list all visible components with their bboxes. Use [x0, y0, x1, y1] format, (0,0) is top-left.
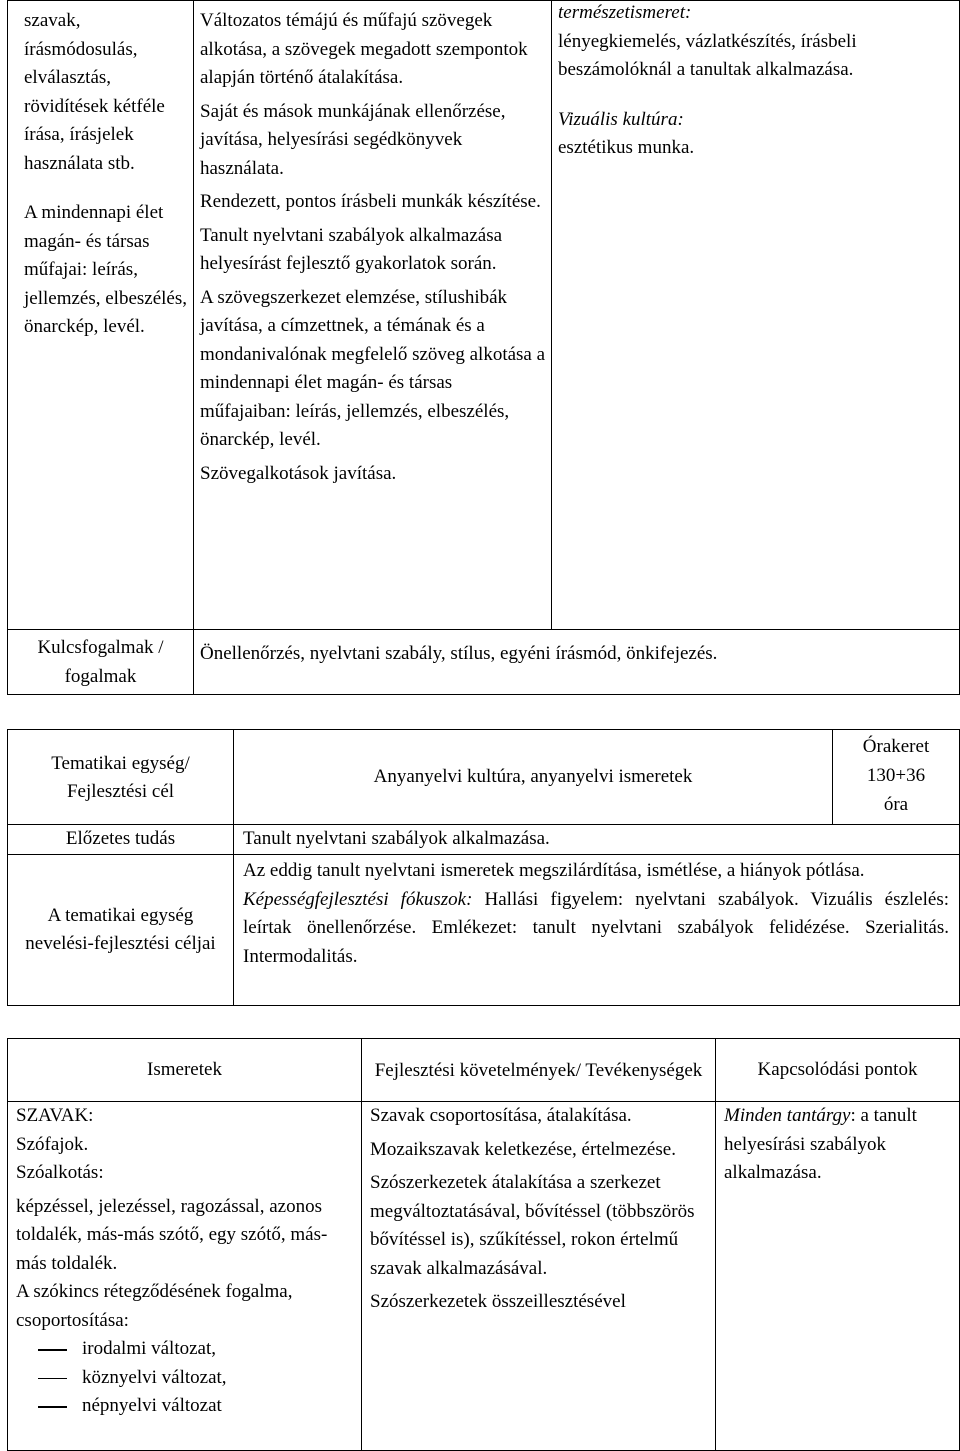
key-concepts-label: Kulcsfogalmak / fogalmak [8, 630, 194, 695]
key-concepts-value: Önellenőrzés, nyelvtani szabály, stílus, egyéni írásmód, önkifejezés. [194, 630, 960, 695]
connection-text-2: esztétikus munka. [558, 137, 695, 158]
hours-cell [833, 730, 960, 825]
topic-text-2: A mindennapi élet magán- és társas műfajai: leírás, jellemzés, elbeszélés, önarckép, levél. [24, 202, 188, 337]
connections-list-cell [716, 1102, 960, 1451]
goals-label: A tematikai egység nevelési-fejlesztési céljai [8, 855, 234, 1006]
prior-knowledge-value: Tanult nyelvtani szabályok alkalmazása. [234, 825, 960, 855]
knowledge-item-4: A szókincs rétegződésének fogalma, csoportosítása: [16, 1281, 293, 1331]
list-item: köznyelvi változat, [16, 1364, 357, 1393]
goals-focus-label: Képességfejlesztési fókuszok: [243, 888, 473, 910]
topic-text-1: szavak, írásmódosulás, elválasztás, rövidítések kétféle írása, írásjelek használata stb. [24, 10, 165, 174]
topic-cell [8, 1, 194, 630]
list-item: népnyelvi változat [16, 1392, 357, 1421]
connection-text-1: lényegkiemelés, vázlatkészítés, írásbeli beszámolóknál a tanultak alkalmazása. [558, 30, 857, 80]
req-item-3: Szószerkezetek átalakítása a szerkezet megváltoztatásával, bővítéssel (többszörös bővítéssel is), szűkítéssel, rokon értelmű szavak alkalmazásával. [370, 1172, 695, 1279]
goals-focus-text: Hallási figyelem: nyelvtani szabályok. Vizuális észlelés: leírtak önellenőrzése. Emlékezet: tanult nyelvtani szabályok felidézése. Szerialitás. Intermodalitás. [243, 888, 950, 967]
knowledge-heading: SZAVAK: [16, 1105, 94, 1126]
curriculum-table-top [7, 0, 960, 695]
requirement-1: Változatos témájú és műfajú szövegek alkotása, a szövegek megadott szempontok alapján történő átalakítása. [200, 10, 528, 88]
hours-unit: óra [883, 794, 909, 815]
requirements-list-cell [362, 1102, 716, 1451]
connection-subject-1: természetismeret: [558, 2, 692, 23]
connection-subject: Minden tantárgy [724, 1105, 851, 1126]
header-knowledge: Ismeretek [8, 1039, 362, 1102]
connection-text: : a tanult helyesírási szabályok alkalmazása. [724, 1105, 917, 1183]
requirement-2: Saját és mások munkájának ellenőrzése, javítása, helyesírási segédkönyvek használata. [200, 100, 506, 179]
connections-cell [552, 1, 960, 630]
req-item-2: Mozaikszavak keletkezése, értelmezése. [370, 1138, 676, 1160]
list-item: irodalmi változat, [16, 1335, 357, 1364]
knowledge-table [7, 1038, 960, 1451]
goals-text: Az eddig tanult nyelvtani ismeretek megszilárdítása, ismétlése, a hiányok pótlása. [243, 860, 865, 881]
goals-cell [234, 855, 960, 1006]
prior-knowledge-label: Előzetes tudás [8, 825, 234, 855]
requirement-5: A szövegszerkezet elemzése, stílushibák javítása, a címzettnek, a témának és a mondanivalónak megfelelő szöveg alkotása a mindennapi élet magán- és társas műfajaiban: leírás, jellemzés, elbeszélés, önarckép, levél. [200, 286, 546, 450]
requirement-4: Tanult nyelvtani szabályok alkalmazása helyesírást fejlesztő gyakorlatok során. [200, 224, 503, 274]
connection-subject-2: Vizuális kultúra: [558, 108, 684, 130]
requirement-6: Szövegalkotások javítása. [200, 462, 397, 484]
hours-label: Órakeret [862, 736, 930, 757]
req-item-4: Szószerkezetek összeillesztésével [370, 1291, 626, 1312]
knowledge-item-3: képzéssel, jelezéssel, ragozással, azonos toldalék, más-más szótő, egy szótő, más-más toldalék. [16, 1195, 328, 1274]
hours-value: 130+36 [866, 765, 926, 786]
unit-title: Anyanyelvi kultúra, anyanyelvi ismeretek [234, 730, 833, 825]
thematic-unit-table [7, 729, 960, 1006]
knowledge-cell [8, 1102, 362, 1451]
header-requirements: Fejlesztési követelmények/ Tevékenységek [362, 1039, 716, 1102]
req-item-1: Szavak csoportosítása, átalakítása. [370, 1105, 632, 1126]
knowledge-item-1: Szófajok. [16, 1133, 89, 1155]
unit-label: Tematikai egység/ Fejlesztési cél [8, 730, 234, 825]
header-connections: Kapcsolódási pontok [716, 1039, 960, 1102]
knowledge-item-2: Szóalkotás: [16, 1162, 104, 1183]
requirement-3: Rendezett, pontos írásbeli munkák készítése. [200, 191, 541, 212]
requirements-cell [194, 1, 552, 630]
